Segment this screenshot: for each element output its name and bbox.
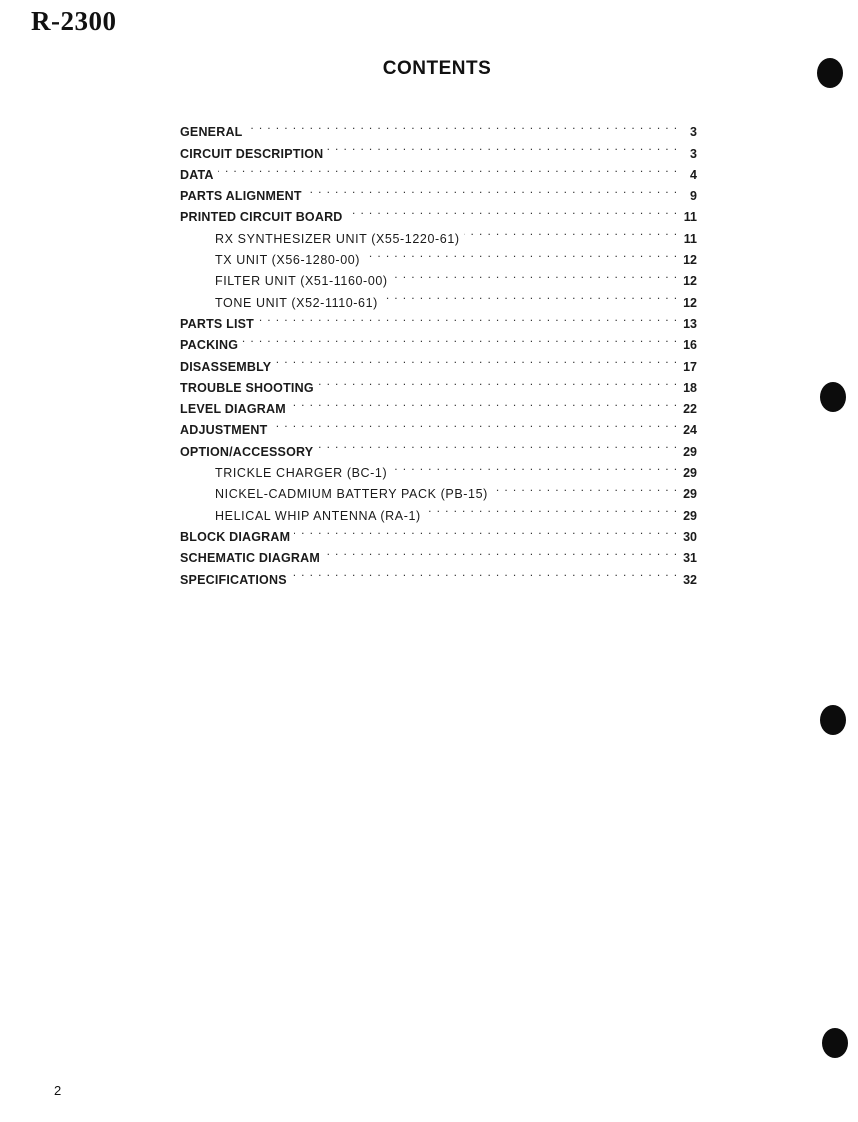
toc-entry-label: RX SYNTHESIZER UNIT (X55-1220-61) (215, 231, 460, 246)
punch-hole (822, 1028, 848, 1058)
dot-leader (347, 200, 678, 221)
dot-leader (291, 562, 678, 583)
toc-entry-label: PARTS ALIGNMENT (180, 189, 302, 204)
dot-leader (464, 221, 678, 242)
dot-leader (364, 243, 678, 264)
toc-entry-page: 9 (690, 189, 697, 204)
dot-leader (392, 264, 678, 285)
toc-entry-label: SCHEMATIC DIAGRAM (180, 551, 320, 566)
table-of-contents (180, 115, 697, 587)
toc-entry-label: BLOCK DIAGRAM (180, 529, 291, 544)
toc-entry-label: ADJUSTMENT (180, 423, 268, 438)
dot-leader (318, 371, 678, 392)
dot-leader (324, 541, 678, 562)
toc-entry-label: HELICAL WHIP ANTENNA (RA-1) (215, 508, 421, 523)
toc-entry (180, 136, 697, 161)
toc-entry-label: SPECIFICATIONS (180, 572, 287, 587)
toc-entry (180, 349, 697, 374)
toc-entry-label: LEVEL DIAGRAM (180, 402, 286, 417)
toc-entry-label: GENERAL (180, 125, 243, 140)
dot-leader (382, 285, 678, 306)
punch-hole (820, 382, 846, 412)
toc-entry-label: CIRCUIT DESCRIPTION (180, 146, 324, 161)
toc-entry-page: 11 (683, 210, 697, 225)
toc-entry-page: 29 (683, 466, 697, 481)
toc-entry-label: NICKEL-CADMIUM BATTERY PACK (PB-15) (215, 487, 488, 502)
dot-leader (317, 434, 678, 455)
toc-entry-label: TONE UNIT (X52-1110-61) (215, 295, 378, 310)
toc-entry-page: 11 (683, 231, 697, 246)
toc-entry-label: PRINTED CIRCUIT BOARD (180, 210, 343, 225)
page-number: 2 (54, 1083, 62, 1098)
toc-entry (180, 307, 697, 331)
toc-entry-page: 12 (683, 253, 697, 268)
punch-hole (817, 58, 843, 88)
toc-entry-page: 3 (690, 146, 697, 161)
toc-entry-page: 18 (683, 380, 697, 395)
dot-leader (218, 158, 678, 179)
toc-entry-label: DISASSEMBLY (180, 359, 272, 374)
dot-leader (247, 115, 678, 136)
document-model-number: R-2300 (31, 6, 117, 36)
toc-entry-label: PACKING (180, 338, 239, 353)
dot-leader (306, 179, 678, 200)
toc-entry-label: TROUBLE SHOOTING (180, 380, 314, 395)
toc-entry-page: 29 (683, 487, 697, 502)
dot-leader (290, 392, 678, 413)
toc-entry-page: 32 (683, 572, 697, 587)
toc-entry-label: FILTER UNIT (X51-1160-00) (215, 274, 388, 289)
toc-entry-label: TX UNIT (X56-1280-00) (215, 253, 361, 268)
toc-entry-page: 4 (690, 167, 697, 182)
dot-leader (271, 413, 678, 434)
toc-entry-page: 29 (683, 508, 697, 523)
toc-entry-label: DATA (180, 167, 214, 182)
toc-entry-page: 17 (683, 359, 697, 374)
dot-leader (391, 456, 678, 477)
toc-entry (180, 115, 697, 140)
dot-leader (425, 498, 678, 519)
dot-leader (492, 477, 678, 498)
toc-entry-page: 22 (683, 402, 697, 417)
dot-leader (327, 136, 678, 157)
toc-entry (180, 158, 697, 182)
toc-entry-page: 31 (683, 551, 697, 566)
toc-entry-page: 30 (683, 529, 697, 544)
dot-leader (294, 520, 678, 541)
toc-entry-page: 29 (683, 444, 697, 459)
toc-entry-page: 24 (683, 423, 697, 438)
dot-leader (275, 349, 678, 370)
contents-title: CONTENTS (382, 58, 492, 79)
toc-entry-page: 3 (690, 125, 697, 140)
toc-entry (180, 179, 697, 204)
toc-entry-page: 12 (683, 295, 697, 310)
toc-entry-label: TRICKLE CHARGER (BC-1) (215, 466, 388, 481)
dot-leader (242, 328, 678, 349)
dot-leader (258, 307, 678, 328)
toc-entry-page: 16 (683, 338, 697, 353)
toc-entry (180, 328, 697, 353)
toc-entry-page: 13 (683, 316, 697, 331)
toc-entry-label: PARTS LIST (180, 316, 254, 331)
punch-hole (820, 705, 846, 735)
toc-entry-page: 12 (683, 274, 697, 289)
toc-entry-label: OPTION/ACCESSORY (180, 444, 314, 459)
